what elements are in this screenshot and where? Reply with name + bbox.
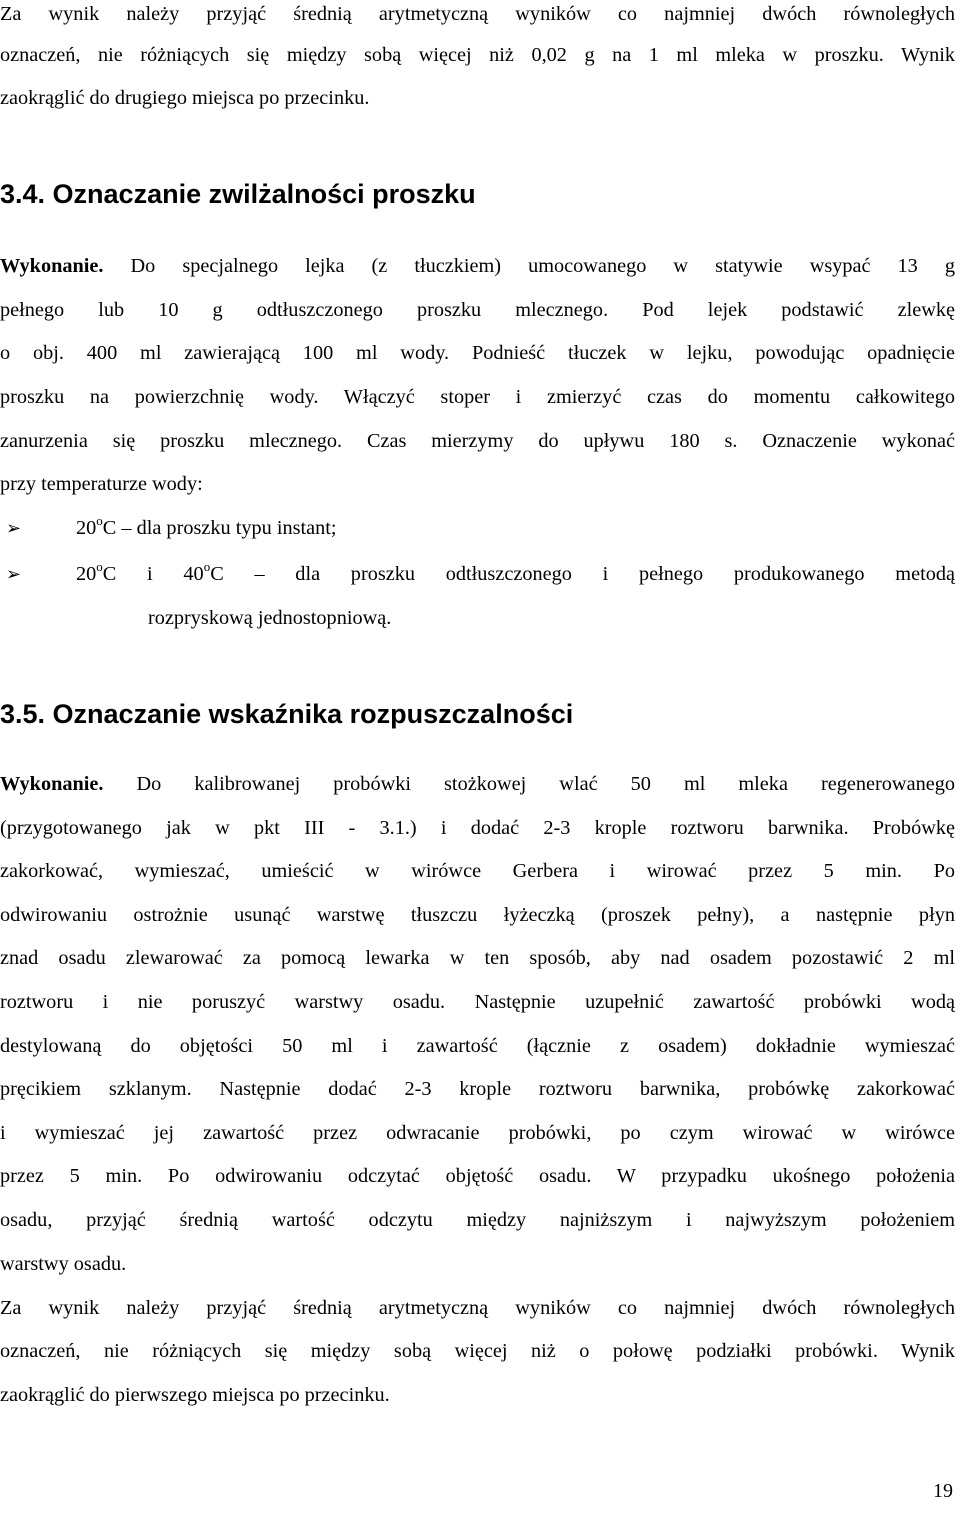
section-3-4-line-1 [0, 252, 955, 280]
section-3-5-line-8: pręcikiem szklanym. Następnie dodać 2-3 krople roztworu barwnika, probówkę zakorkować [0, 1078, 955, 1100]
section-3-4-heading: 3.4. Oznaczanie zwilżalności proszku [0, 179, 476, 209]
bullet-2-text: C – dla proszku odtłuszczonego i pełnego produkowanego metodą [210, 563, 955, 585]
section-3-4-line-6: przy temperaturze wody: [0, 473, 203, 495]
section-3-4-line-2: pełnego lub 10 g odtłuszczonego proszku mlecznego. Pod lejek podstawić zlewkę [0, 299, 955, 321]
section-3-5-line-1 [0, 770, 955, 798]
section-3-5-line-12: warstwy osadu. [0, 1253, 127, 1275]
bottom-paragraph-line-1: Za wynik należy przyjąć średnią arytmetyczną wyników co najmniej dwóch równoległych [0, 1297, 955, 1319]
section-3-5-heading: 3.5. Oznaczanie wskaźnika rozpuszczalności [0, 699, 574, 729]
section-3-5-line-9: i wymieszać jej zawartość przez odwracanie probówki, po czym wirować w wirówce [0, 1122, 955, 1144]
section-3-4-line-5: zanurzenia się proszku mlecznego. Czas mierzymy do upływu 180 s. Oznaczenie wykonać [0, 430, 955, 452]
section-3-4-line-1-text: Do specjalnego lejka (z tłuczkiem) umocowanego w statywie wsypać 13 g [103, 255, 955, 277]
section-3-5-line-2: (przygotowanego jak w pkt III - 3.1.) i dodać 2-3 krople roztworu barwnika. Probówkę [0, 817, 955, 839]
section-3-5-line-11: osadu, przyjąć średnią wartość odczytu między najniższym i najwyższym położeniem [0, 1209, 955, 1231]
section-3-4-line-3: o obj. 400 ml zawierającą 100 ml wody. Podnieść tłuczek w lejku, powodując opadnięcie [0, 342, 955, 364]
bullet-item-2 [76, 560, 955, 588]
bullet-item-1 [76, 514, 956, 542]
section-3-4-lead: Wykonanie. [0, 255, 104, 277]
bullet-1-text: C – dla proszku typu instant; [102, 517, 337, 539]
section-3-4-line-4: proszku na powierzchnię wody. Włączyć stoper i zmierzyć czas do momentu całkowitego [0, 386, 955, 408]
bullet-item-2-continuation: rozpryskową jednostopniową. [148, 607, 392, 629]
bullet-2-middle: C i 40 [102, 563, 204, 585]
bullet-arrow-icon: ➢ [6, 564, 22, 584]
page-number: 19 [933, 1480, 953, 1502]
bullet-1-degree: o [96, 513, 103, 528]
bullet-arrow-icon: ➢ [6, 518, 22, 538]
top-paragraph-line-2: oznaczeń, nie różniących się między sobą więcej niż 0,02 g na 1 ml mleka w proszku. Wynik [0, 44, 955, 66]
top-paragraph-line-3: zaokrąglić do drugiego miejsca po przecinku. [0, 87, 370, 109]
bottom-paragraph-line-2: oznaczeń, nie różniących się między sobą więcej niż o połowę podziałki probówki. Wynik [0, 1340, 955, 1362]
section-3-5-line-3: zakorkować, wymieszać, umieścić w wirówce Gerbera i wirować przez 5 min. Po [0, 860, 955, 882]
top-paragraph-line-1: Za wynik należy przyjąć średnią arytmetyczną wyników co najmniej dwóch równoległych [0, 3, 955, 25]
section-3-5-line-7: destylowaną do objętości 50 ml i zawartość (łącznie z osadem) dokładnie wymieszać [0, 1035, 955, 1057]
bullet-2-degree-1: o [96, 559, 103, 574]
section-3-5-lead: Wykonanie. [0, 773, 104, 795]
bullet-2-degree-2: o [203, 559, 211, 574]
section-3-5-line-6: roztworu i nie poruszyć warstwy osadu. Następnie uzupełnić zawartość probówki wodą [0, 991, 955, 1013]
bullet-2-number-1: 20 [76, 563, 97, 585]
section-3-5-line-5: znad osadu zlewarować za pomocą lewarka w ten sposób, aby nad osadem pozostawić 2 ml [0, 947, 955, 969]
section-3-5-line-1-text: Do kalibrowanej probówki stożkowej wlać 50 ml mleka regenerowanego [103, 773, 955, 795]
bottom-paragraph-line-3: zaokrąglić do pierwszego miejsca po przecinku. [0, 1384, 390, 1406]
section-3-5-line-4: odwirowaniu ostrożnie usunąć warstwę tłuszczu łyżeczką (proszek pełny), a następnie płyn [0, 904, 955, 926]
section-3-5-line-10: przez 5 min. Po odwirowaniu odczytać objętość osadu. W przypadku ukośnego położenia [0, 1165, 955, 1187]
bullet-1-number: 20 [76, 517, 97, 539]
